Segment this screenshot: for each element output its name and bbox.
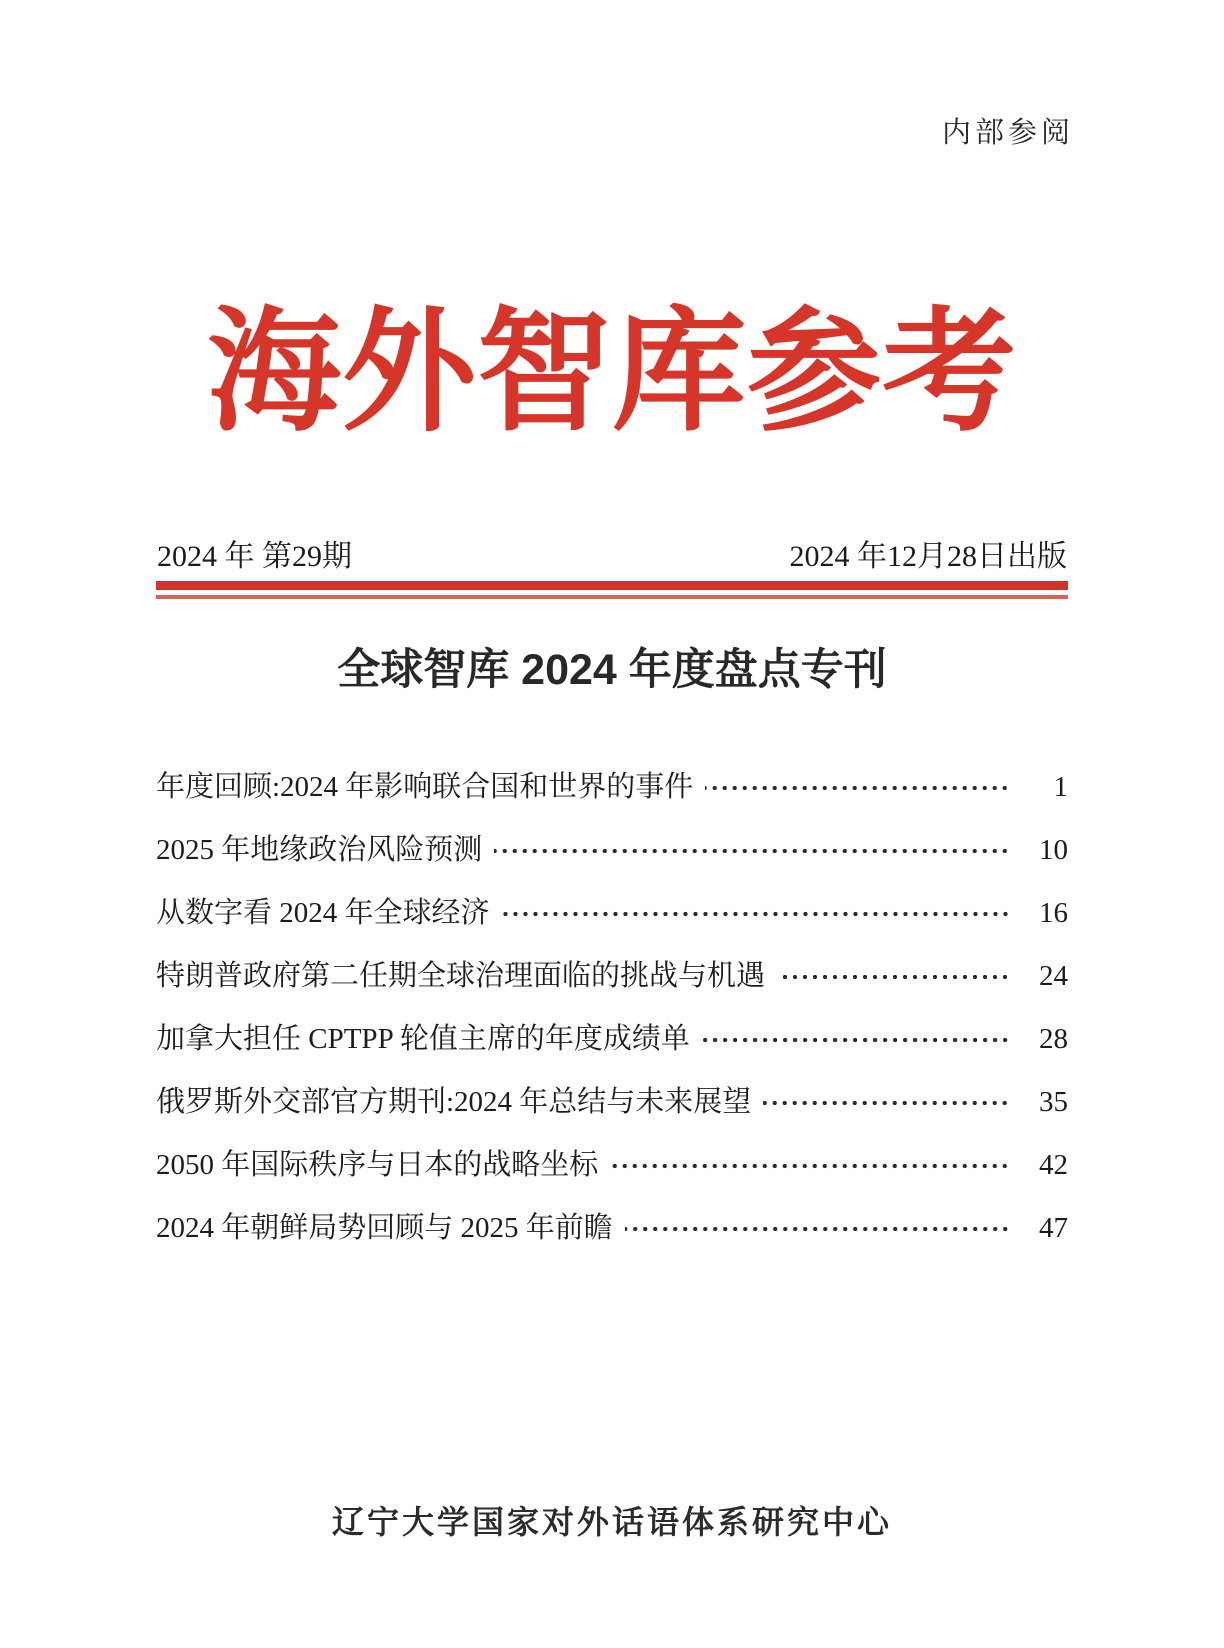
toc-entry-page: 35 [1039, 1086, 1068, 1119]
publisher-name: 辽宁大学国家对外话语体系研究中心 [331, 1504, 892, 1541]
toc-entry-title: 年度回顾:2024 年影响联合国和世界的事件 [156, 771, 694, 804]
issue-info-row [157, 539, 1067, 573]
toc-entry [156, 1197, 1068, 1260]
toc-entry-title: 加拿大担任 CPTPP 轮值主席的年度成绩单 [156, 1023, 690, 1056]
classification-label: 内部参阅 [941, 117, 1074, 149]
toc-entry [156, 1071, 1068, 1134]
toc-entry-title: 2024 年朝鲜局势回顾与 2025 年前瞻 [156, 1212, 613, 1245]
toc-entry [156, 1008, 1068, 1071]
dot-leader [777, 945, 1010, 1008]
dot-leader [705, 756, 1010, 819]
toc-entry [156, 945, 1068, 1008]
toc-entry [156, 819, 1068, 882]
toc-entry-page: 10 [1039, 834, 1068, 867]
divider-thin-rule [156, 595, 1068, 599]
toc-entry [156, 882, 1068, 945]
toc-entry-title: 俄罗斯外交部官方期刊:2024 年总结与未来展望 [156, 1086, 752, 1119]
issue-number: 2024 年 第29期 [157, 539, 352, 573]
dot-leader [763, 1071, 1010, 1134]
toc-entry [156, 756, 1068, 819]
toc-entry-page: 1 [1053, 771, 1068, 804]
toc-entry-page: 47 [1039, 1212, 1068, 1245]
dot-leader [494, 819, 1010, 882]
toc-entry-page: 42 [1039, 1149, 1068, 1182]
dot-leader [502, 882, 1010, 945]
special-issue-title: 全球智库 2024 年度盘点专刊 [337, 645, 887, 694]
toc-entry-page: 28 [1039, 1023, 1068, 1056]
toc-entry-page: 24 [1039, 960, 1068, 993]
toc-entry-title: 从数字看 2024 年全球经济 [156, 897, 490, 930]
publication-title: 海外智库参考 [206, 299, 1017, 447]
dot-leader [702, 1008, 1010, 1071]
toc-entry-title: 特朗普政府第二任期全球治理面临的挑战与机遇 [156, 960, 766, 993]
toc-entry-title: 2025 年地缘政治风险预测 [156, 834, 483, 867]
toc-entry-title: 2050 年国际秩序与日本的战略坐标 [156, 1149, 599, 1182]
dot-leader [610, 1134, 1010, 1197]
toc-entry-page: 16 [1039, 897, 1068, 930]
toc-list [156, 756, 1068, 1260]
divider-thick-rule [156, 581, 1068, 590]
dot-leader [625, 1197, 1010, 1260]
toc-entry [156, 1134, 1068, 1197]
publish-date: 2024 年12月28日出版 [789, 539, 1067, 573]
